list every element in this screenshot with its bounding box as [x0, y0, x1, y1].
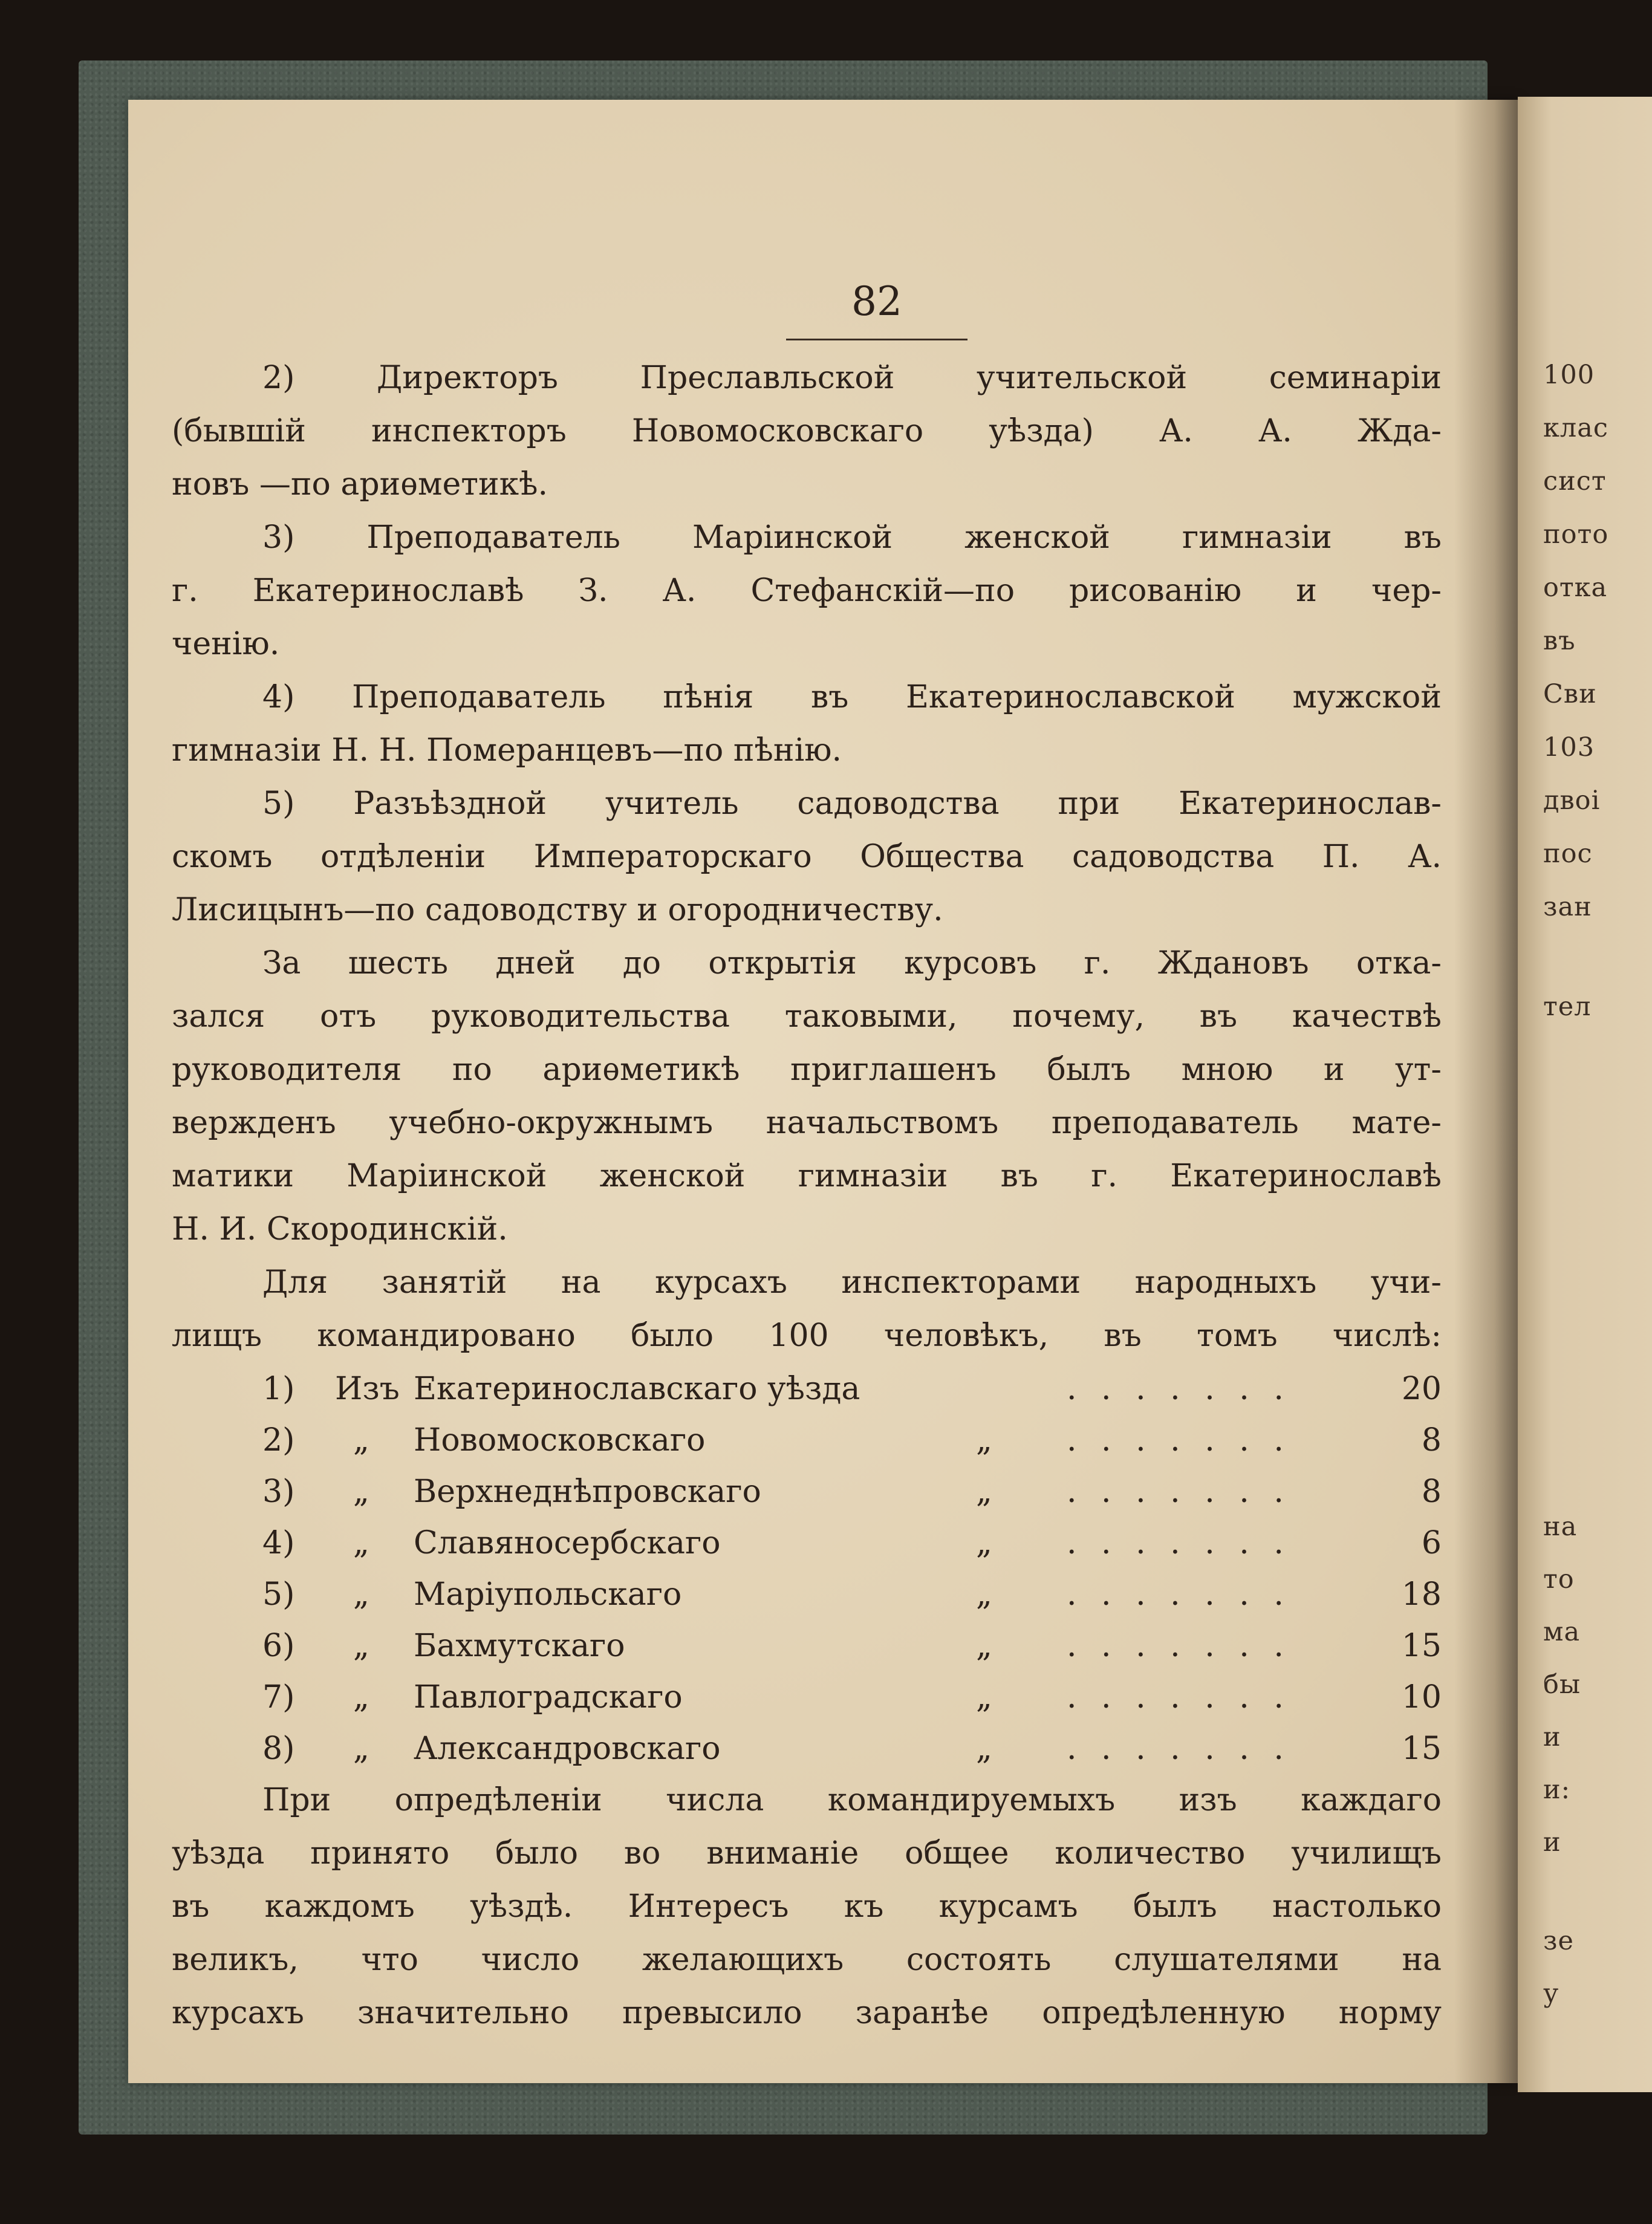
dot-leader: . . . . . . . — [1067, 1422, 1291, 1458]
facing-page-fragment: на — [1543, 1512, 1578, 1542]
district-name: Новомосковскаго — [414, 1422, 706, 1458]
text-line: ченію. — [172, 626, 280, 662]
district-prefix: „ — [353, 1731, 369, 1767]
text-line: въ каждомъ уѣздѣ. Интересъ къ курсамъ былъ настолько — [172, 1888, 1442, 1925]
facing-page-fragment: 103 — [1543, 732, 1595, 762]
text-line: Н. И. Скородинскій. — [172, 1211, 508, 1247]
facing-page-fragment: зе — [1543, 1926, 1574, 1956]
district-number: 2) — [262, 1422, 295, 1458]
facing-page-fragment: въ — [1543, 626, 1576, 656]
text-line: За шесть дней до открытія курсовъ г. Ждановъ отка- — [262, 945, 1442, 981]
district-number: 4) — [262, 1525, 295, 1561]
text-line: Для занятій на курсахъ инспекторами народныхъ учи- — [262, 1264, 1442, 1301]
text-line: г. Екатеринославѣ З. А. Стефанскій—по рисованію и чер- — [172, 573, 1442, 609]
text-line: лищъ командировано было 100 человѣкъ, въ томъ числѣ: — [172, 1318, 1442, 1354]
district-number: 1) — [262, 1371, 295, 1407]
district-row — [262, 1731, 1442, 1773]
district-count: 8 — [1421, 1422, 1442, 1458]
district-ditto: „ — [976, 1628, 992, 1664]
district-prefix: „ — [353, 1628, 369, 1664]
text-line: новъ —по ариѳметикѣ. — [172, 466, 548, 502]
district-name: Славяносербскаго — [414, 1525, 721, 1561]
facing-page-fragment: отка — [1543, 573, 1608, 603]
text-line: матики Маріинской женской гимназіи въ г. Екатеринославѣ — [172, 1158, 1442, 1194]
text-line: уѣзда принято было во вниманіе общее количество училищъ — [172, 1835, 1442, 1871]
district-ditto: „ — [976, 1679, 992, 1715]
district-count: 18 — [1401, 1576, 1442, 1613]
text-line: курсахъ значительно превысило заранѣе опредѣленную норму — [172, 1995, 1442, 2031]
district-ditto: „ — [976, 1576, 992, 1613]
dot-leader: . . . . . . . — [1067, 1371, 1291, 1407]
district-name: Павлоградскаго — [414, 1679, 683, 1715]
text-line: великъ, что число желающихъ состоять слушателями на — [172, 1942, 1442, 1978]
facing-page-fragment: ма — [1543, 1617, 1581, 1647]
district-prefix: „ — [353, 1576, 369, 1613]
district-number: 3) — [262, 1474, 295, 1510]
district-row — [262, 1371, 1442, 1413]
district-count: 15 — [1401, 1731, 1442, 1767]
district-prefix: Изъ — [335, 1371, 400, 1407]
text-line: При опредѣленіи числа командируемыхъ изъ каждаго — [262, 1782, 1442, 1818]
facing-page-fragment: бы — [1543, 1670, 1581, 1700]
dot-leader: . . . . . . . — [1067, 1525, 1291, 1561]
facing-page-fragment: то — [1543, 1564, 1575, 1595]
facing-page-fragment: сист — [1543, 466, 1607, 496]
text-line: зался отъ руководительства таковыми, почему, въ качествѣ — [172, 998, 1442, 1035]
header-rule — [786, 339, 967, 340]
district-number: 5) — [262, 1576, 295, 1613]
district-prefix: „ — [353, 1525, 369, 1561]
text-line: 2) Директоръ Преславльской учительской семинаріи — [262, 360, 1442, 396]
dot-leader: . . . . . . . — [1067, 1679, 1291, 1715]
dot-leader: . . . . . . . — [1067, 1628, 1291, 1664]
district-prefix: „ — [353, 1474, 369, 1510]
dot-leader: . . . . . . . — [1067, 1474, 1291, 1510]
district-count: 15 — [1401, 1628, 1442, 1664]
district-row — [262, 1525, 1442, 1567]
district-row — [262, 1628, 1442, 1670]
facing-page-fragment: пото — [1543, 519, 1609, 550]
dot-leader: . . . . . . . — [1067, 1731, 1291, 1767]
text-line: скомъ отдѣленіи Императорскаго Общества садоводства П. А. — [172, 839, 1442, 875]
district-row — [262, 1474, 1442, 1516]
page-gutter — [1454, 100, 1521, 2083]
facing-page-fragment: тел — [1543, 992, 1592, 1022]
facing-page-fragment: Сви — [1543, 679, 1597, 709]
district-count: 6 — [1421, 1525, 1442, 1561]
text-line: Лисицынъ—по садоводству и огородничеству. — [172, 892, 943, 928]
district-name: Александровскаго — [414, 1731, 721, 1767]
district-row — [262, 1422, 1442, 1465]
dot-leader: . . . . . . . — [1067, 1576, 1291, 1613]
text-line: 3) Преподаватель Маріинской женской гимназіи въ — [262, 519, 1442, 556]
facing-page-fragment: зан — [1543, 892, 1592, 922]
facing-page-fragment: у — [1543, 1979, 1559, 2009]
facing-page-fragment: и — [1543, 1827, 1561, 1858]
district-number: 8) — [262, 1731, 295, 1767]
facing-page-fragment: двоі — [1543, 785, 1601, 816]
district-ditto: „ — [976, 1422, 992, 1458]
facing-page-fragment: клас — [1543, 413, 1608, 443]
page-number: 82 — [851, 278, 902, 325]
district-prefix: „ — [353, 1422, 369, 1458]
district-ditto: „ — [976, 1731, 992, 1767]
district-name: Верхнеднѣпровскаго — [414, 1474, 761, 1510]
district-count: 10 — [1401, 1679, 1442, 1715]
district-number: 7) — [262, 1679, 295, 1715]
district-name: Екатеринославскаго уѣзда — [414, 1371, 860, 1407]
text-line: руководителя по ариѳметикѣ приглашенъ былъ мною и ут- — [172, 1052, 1442, 1088]
facing-page-fragment: 100 — [1543, 360, 1595, 390]
district-row — [262, 1576, 1442, 1619]
district-number: 6) — [262, 1628, 295, 1664]
district-ditto: „ — [976, 1525, 992, 1561]
facing-page — [1518, 97, 1652, 2092]
district-count: 20 — [1401, 1371, 1442, 1407]
district-name: Маріупольскаго — [414, 1576, 682, 1613]
district-prefix: „ — [353, 1679, 369, 1715]
text-line: 4) Преподаватель пѣнія въ Екатеринославской мужской — [262, 679, 1442, 715]
text-line: вержденъ учебно-окружнымъ начальствомъ преподаватель мате- — [172, 1105, 1442, 1141]
district-count: 8 — [1421, 1474, 1442, 1510]
text-line: 5) Разъѣздной учитель садоводства при Екатеринослав- — [262, 785, 1442, 822]
facing-page-fragment: и: — [1543, 1775, 1571, 1805]
facing-page-fragment: пос — [1543, 839, 1593, 869]
district-name: Бахмутскаго — [414, 1628, 625, 1664]
text-line: гимназіи Н. Н. Померанцевъ—по пѣнію. — [172, 732, 842, 769]
district-row — [262, 1679, 1442, 1722]
district-ditto: „ — [976, 1474, 992, 1510]
facing-page-fragment: и — [1543, 1722, 1561, 1752]
text-line: (бывшій инспекторъ Новомосковскаго уѣзда) А. А. Жда- — [172, 413, 1442, 449]
